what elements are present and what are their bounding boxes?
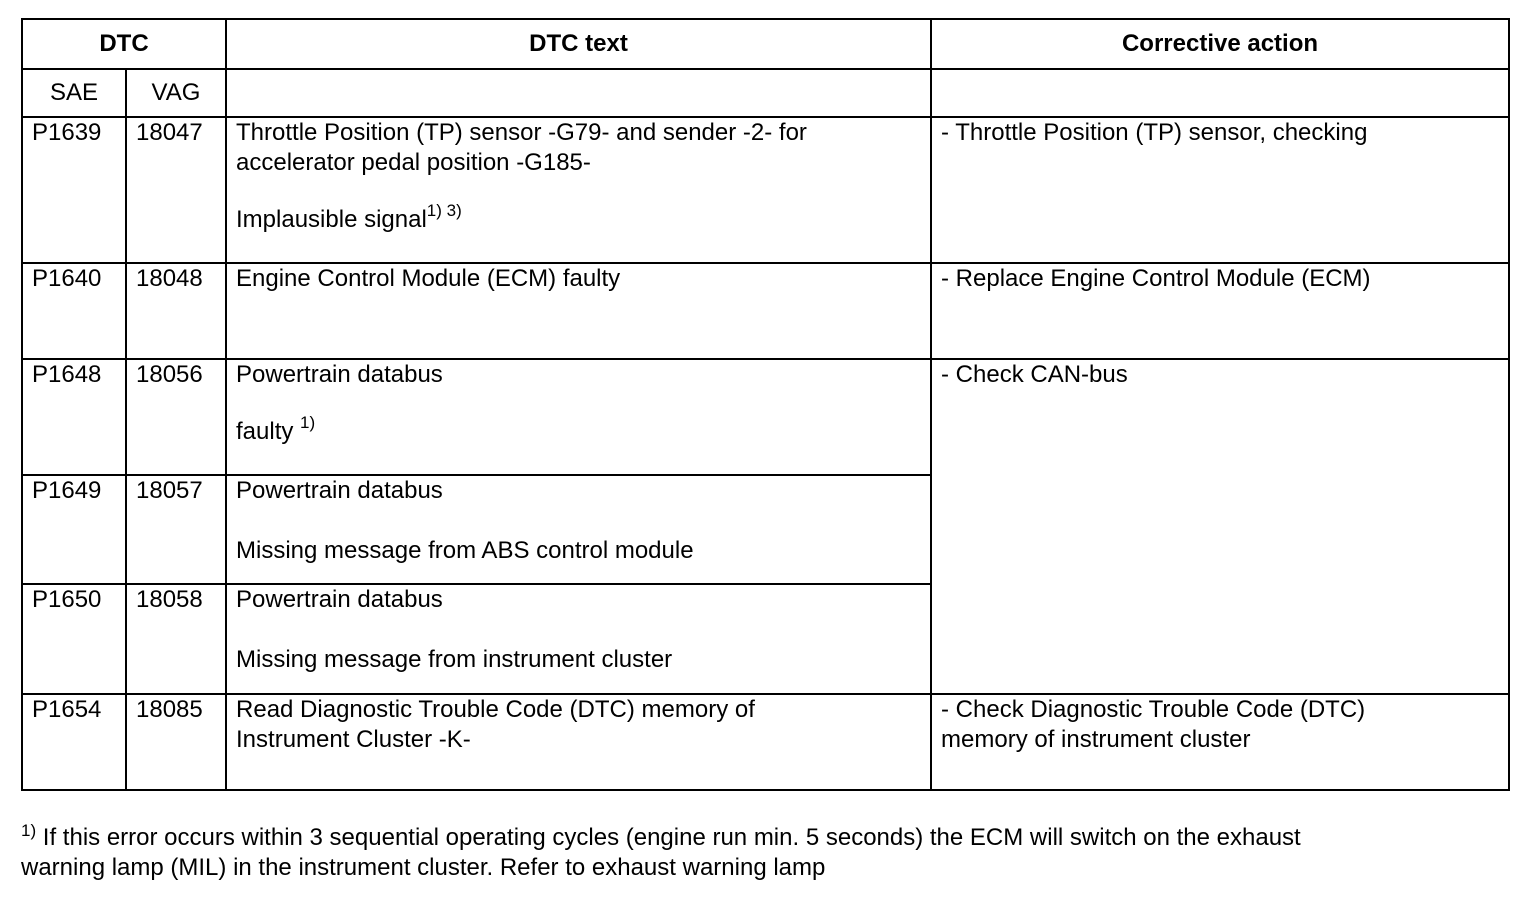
action-line: - Check Diagnostic Trouble Code (DTC)	[941, 696, 1366, 723]
dtc-text-cell	[226, 359, 931, 475]
dtc-text-line: Missing message from ABS control module	[236, 537, 694, 564]
dtc-text-line: accelerator pedal position -G185-	[236, 149, 591, 176]
sae-code: P1650	[22, 584, 126, 694]
subheader-row	[22, 69, 1509, 117]
sae-code: P1654	[22, 694, 126, 790]
header-row	[22, 19, 1509, 69]
footnote-ref: 1)	[300, 413, 316, 432]
header-vag: VAG	[126, 69, 226, 117]
table-row	[22, 117, 1509, 263]
corrective-action-cell: - Check CAN-bus	[931, 359, 1509, 694]
dtc-text-line: Powertrain databus	[236, 586, 443, 613]
sae-code: P1649	[22, 475, 126, 584]
dtc-text-line: Instrument Cluster -K-	[236, 726, 471, 753]
dtc-text-span: Implausible signal	[236, 206, 427, 233]
dtc-text-line: Missing message from instrument cluster	[236, 646, 673, 673]
dtc-text-line	[236, 413, 921, 447]
vag-code: 18085	[126, 694, 226, 790]
header-corrective-action: Corrective action	[931, 19, 1509, 69]
dtc-text-cell	[226, 263, 931, 359]
corrective-action-cell	[931, 694, 1509, 790]
corrective-action-cell: - Replace Engine Control Module (ECM)	[931, 263, 1509, 359]
header-dtc-text: DTC text	[226, 19, 931, 69]
footnote-marker: 1)	[21, 821, 37, 840]
footnote-text: If this error occurs within 3 sequential operating cycles (engine run min. 5 seconds) the ECM will switch on the exhaust	[36, 824, 1301, 851]
table-row	[22, 694, 1509, 790]
sae-code: P1648	[22, 359, 126, 475]
dtc-text-cell	[226, 694, 931, 790]
dtc-text-line: Throttle Position (TP) sensor -G79- and sender -2- for	[236, 119, 807, 146]
dtc-text-line: Engine Control Module (ECM) faulty	[236, 265, 621, 292]
dtc-text-cell	[226, 584, 931, 694]
subheader-empty	[226, 69, 931, 117]
header-dtc: DTC	[22, 19, 226, 69]
sae-code: P1639	[22, 117, 126, 263]
dtc-text-line: Powertrain databus	[236, 361, 443, 388]
dtc-text-line: Powertrain databus	[236, 477, 443, 504]
vag-code: 18056	[126, 359, 226, 475]
dtc-text-line	[236, 201, 921, 235]
footnote-line	[21, 823, 1511, 853]
corrective-action-cell: - Throttle Position (TP) sensor, checking	[931, 117, 1509, 263]
vag-code: 18058	[126, 584, 226, 694]
footnote	[21, 823, 1511, 883]
dtc-text-span: faulty	[236, 418, 301, 445]
table-row	[22, 263, 1509, 359]
dtc-table	[21, 18, 1510, 791]
vag-code: 18048	[126, 263, 226, 359]
vag-code: 18047	[126, 117, 226, 263]
vag-code: 18057	[126, 475, 226, 584]
footnote-ref: 1) 3)	[426, 201, 462, 220]
dtc-text-line: Read Diagnostic Trouble Code (DTC) memory of	[236, 696, 755, 723]
subheader-empty	[931, 69, 1509, 117]
table-row	[22, 359, 1509, 475]
footnote-line: warning lamp (MIL) in the instrument cluster. Refer to exhaust warning lamp	[21, 854, 826, 881]
sae-code: P1640	[22, 263, 126, 359]
header-sae: SAE	[22, 69, 126, 117]
dtc-text-cell	[226, 475, 931, 584]
dtc-text-cell	[226, 117, 931, 263]
action-line: memory of instrument cluster	[941, 726, 1251, 753]
